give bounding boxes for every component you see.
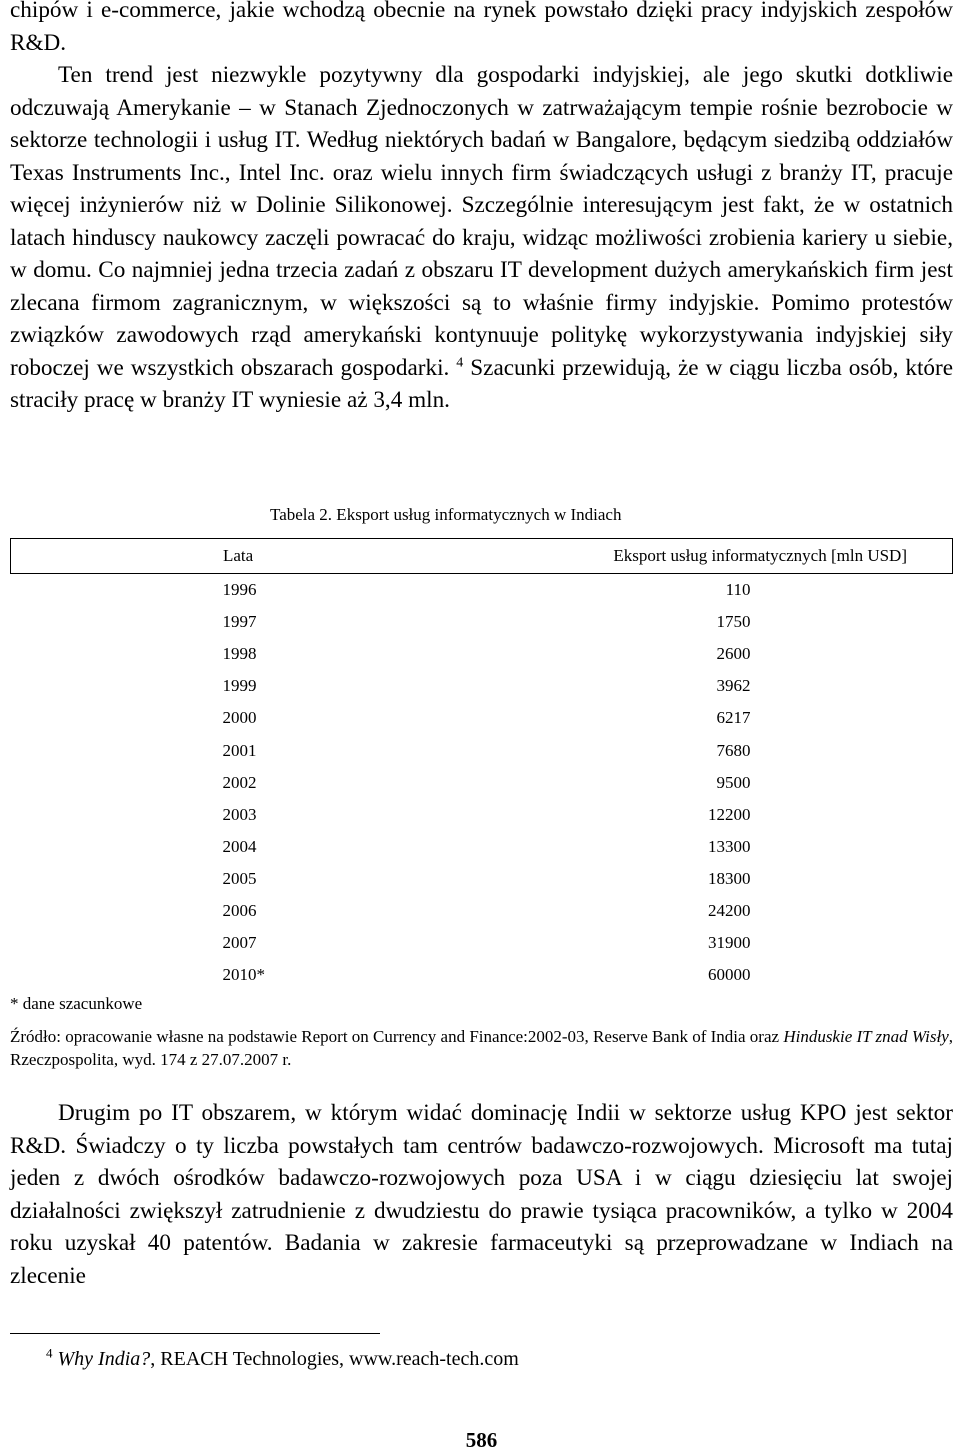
page-number: 586 [465,1428,498,1452]
year-cell: 1997 [222,612,257,632]
document-page [10,0,953,1452]
body-paragraph-2: Drugim po IT obszarem, w którym widać dominację Indii w sektorze usług KPO jest sektor R&D. Świadczy o ty liczba powstałych tam centrów badawczo-rozwojowych. Microsoft ma tutaj jeden z dwóch ośrodków badawczo-rozwojowych poza USA i w ciągu dziesięciu lat swojej działalności zwiększył zatrudnienie z dwudziestu do prawie tysiąca pracowników, a tylko w 2004 roku uzyskał 40 patentów. Badania w zakresie farmaceutyki są przeprowadzane w Indiach na zlecenie [10,1100,953,1289]
source-lead: Źródło: opracowanie własne na podstawie Report on Currency and Finance:2002-03, Reserve Bank of India oraz [10,1027,780,1046]
export-value-cell: 3962 [716,676,751,696]
year-cell: 2002 [222,772,257,792]
table-row [11,702,953,734]
export-value-cell: 31900 [708,933,751,953]
year-cell: 1998 [222,644,257,664]
export-value-cell: 110 [725,580,751,600]
year-cell: 2005 [222,868,257,888]
table-row [11,863,953,895]
export-value-cell: 2600 [716,644,751,664]
table-row [11,799,953,831]
year-cell: 2007 [222,933,257,953]
table-row [11,895,953,927]
footnote-number: 4 [46,1345,53,1361]
year-cell: 2004 [222,836,257,856]
paragraph-1-part-2: Ten trend jest niezwykle pozytywny dla gospodarki indyjskiej, ale jego skutki dotkliwie odczuwają Amerykanie – w Stanach Zjednoczonych w zatrważającym tempie rośnie bezrobocie w sektorze technologii i usług IT. Według niektórych badań w Bangalore, będącym siedzibą oddziałów Texas Instruments Inc., Intel Inc. oraz wielu innych firm świadczących usługi z branży IT, pracuje więcej inżynierów niż w Dolinie Silikonowej. Szczególnie interesującym jest fakt, że w ostatnich latach hinduscy naukowcy zaczęli powracać do kraju, widząc możliwości zrobienia kariery u siebie, w domu. Co najmniej jedna trzecia zadań z obszaru IT development dużych amerykańskich firm jest zlecana firmom zagranicznym, w większości są to właśnie firmy indyjskie. Pomimo protestów związków zawodowych rząd amerykański kontynuuje politykę wykorzystywania indyjskiej siły roboczej we wszystkich obszarach gospodarki. [10,62,953,381]
export-value-cell: 9500 [716,772,751,792]
estimate-note: * dane szacunkowe [10,994,143,1013]
footnote-reference[interactable]: 4 [456,354,464,370]
table-row [11,574,953,607]
export-value-cell: 1750 [716,612,751,632]
export-value-cell: 60000 [708,965,751,985]
export-value-cell: 7680 [716,740,751,760]
year-cell: 2000 [222,708,257,728]
table-row [11,927,953,959]
source-tail: , Rzeczpospolita, wyd. 174 z 27.07.2007 r. [10,1027,954,1069]
year-cell: 2001 [222,740,257,760]
table-row [11,734,953,766]
export-table [10,538,953,991]
table-row [11,670,953,702]
body-paragraph-1 [10,0,953,417]
column-header-export: Eksport usług informatycznych [mln USD] [383,539,953,574]
table-source [10,1025,953,1071]
year-cell: 2010* [222,965,265,985]
table-caption: Tabela 2. Eksport usług informatycznych w Indiach [270,505,622,524]
export-value-cell: 12200 [708,804,751,824]
export-value-cell: 18300 [708,868,751,888]
export-value-cell: 24200 [708,900,751,920]
table-row [11,831,953,863]
export-value-cell: 6217 [716,708,751,728]
year-cell: 2006 [222,900,257,920]
column-header-years: Lata [11,539,384,574]
year-cell: 1996 [222,580,257,600]
table-row [11,638,953,670]
table-row [11,959,953,991]
table-row [11,767,953,799]
table-row [11,606,953,638]
export-value-cell: 13300 [708,836,751,856]
footnote-divider [10,1333,380,1334]
table-header-row [11,539,953,574]
footnote-title: Why India? [57,1348,151,1370]
year-cell: 1999 [222,676,257,696]
footnote [46,1345,519,1371]
paragraph-1-part-1: chipów i e-commerce, jakie wchodzą obecnie na rynek powstało dzięki pracy indyjskich zespołów R&D. [10,0,953,56]
paragraph-1-part-3: Szacunki przewidują, że w ciągu liczba osób, które straciły pracę w branży IT wyniesie aż 3,4 mln. [10,354,954,413]
footnote-text: , REACH Technologies, www.reach-tech.com [150,1348,519,1370]
source-title: Hinduskie IT znad Wisły [783,1027,949,1046]
year-cell: 2003 [222,804,257,824]
